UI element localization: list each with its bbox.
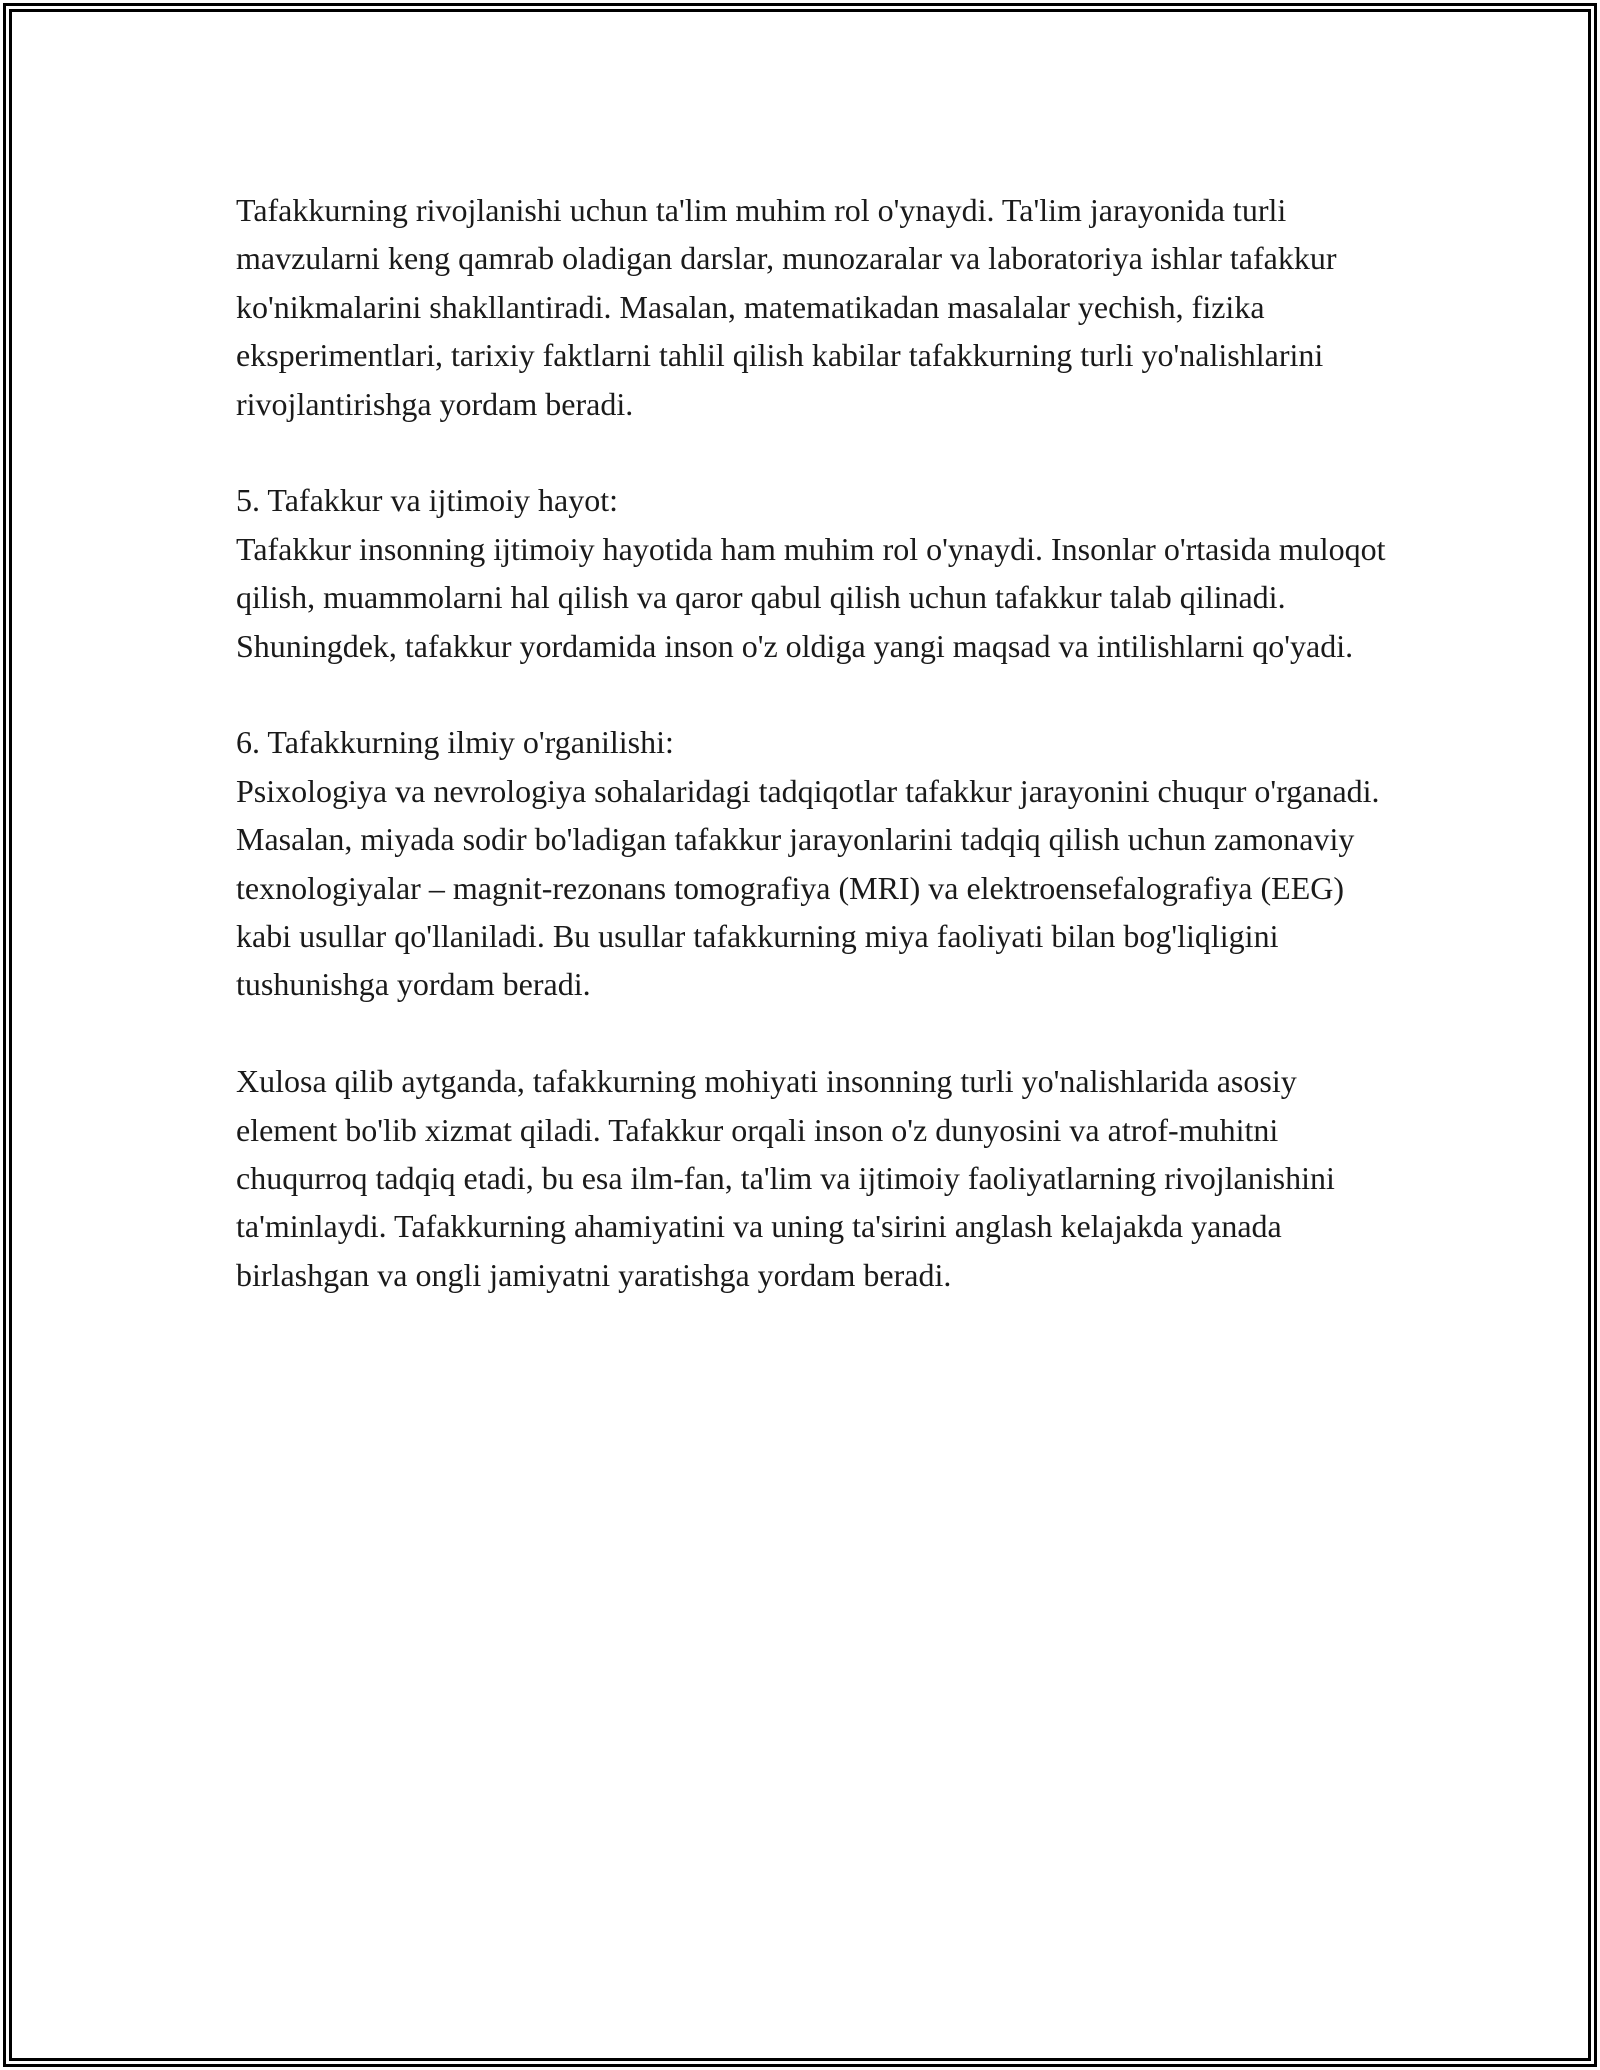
section-body: Tafakkur insonning ijtimoiy hayotida ham muhim rol o'ynaydi. Insonlar o'rtasida muloqot qilish, muammolarni hal qilish va qaror qabul qilish uchun tafakkur talab qilinadi. Shuningdek, tafakkur yordamida inson o'z oldiga yangi maqsad va intilishlarni qo'yadi. [236,530,1386,664]
section-heading: 5. Tafakkur va ijtimoiy hayot: [236,482,618,519]
conclusion-paragraph: Xulosa qilib aytganda, tafakkurning mohiyati insonning turli yo'nalishlarida asosiy element bo'lib xizmat qiladi. Tafakkur orqali inson o'z dunyosini va atrof-muhitni chuqurroq tadqiq etadi, bu esa ilm-fan, ta'lim va ijtimoiy faoliyatlarning rivojlanishini ta'minlaydi. Tafakkurning ahamiyatini va uning ta'sirini anglash kelajakda yanada birlashgan va ongli jamiyatni yaratishga yordam beradi. [236,1063,1335,1293]
section-social-life [236,476,1386,670]
document-body [236,186,1386,1348]
intro-paragraph: Tafakkurning rivojlanishi uchun ta'lim muhim rol o'ynaydi. Ta'lim jarayonida turli mavzularni keng qamrab oladigan darslar, munozaralar va laboratoriya ishlar tafakkur ko'nikmalarini shakllantiradi. Masalan, matematikadan masalalar yechish, fizika eksperimentlari, tarixiy faktlarni tahlil qilish kabilar tafakkurning turli yo'nalishlarini rivojlantirishga yordam beradi. [236,192,1337,422]
section-heading: 6. Tafakkurning ilmiy o'rganilishi: [236,724,674,761]
section-body: Psixologiya va nevrologiya sohalaridagi tadqiqotlar tafakkur jarayonini chuqur o'rganadi. Masalan, miyada sodir bo'ladigan tafakkur jarayonlarini tadqiq qilish uchun zamonaviy texnologiyalar – magnit-rezonans tomografiya (MRI) va elektroensefalografiya (EEG) kabi usullar qo'llaniladi. Bu usullar tafakkurning miya faoliyati bilan bog'liqligini tushunishga yordam beradi. [236,772,1380,1003]
section-scientific-study [236,718,1386,1008]
